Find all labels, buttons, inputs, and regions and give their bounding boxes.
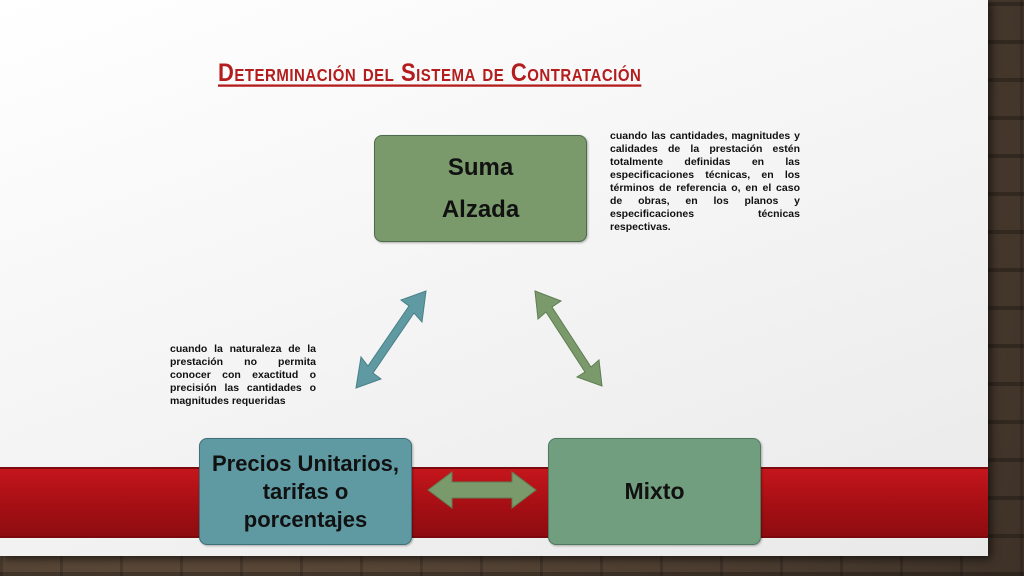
suma-alzada-note: cuando las cantidades, magnitudes y calidades de la prestación estén totalmente definidas en las especificaciones técnicas, en los términos de referencia o, en el caso de obras, en los planos y especificaciones técnicas respectivas.: [610, 130, 800, 233]
alzada-label: Alzada: [441, 195, 520, 223]
suma-label: Suma: [447, 153, 514, 181]
left-double-arrow: [356, 291, 426, 388]
bottom-double-arrow: [428, 472, 536, 508]
mixto-label: Mixto: [624, 478, 685, 504]
precios-line-2: tarifas o: [262, 478, 349, 504]
right-double-arrow: [535, 291, 602, 386]
precios-unitarios-note: cuando la naturaleza de la prestación no permita conocer con exactitud o precisión las cantidades o magnitudes requeridas: [170, 343, 316, 407]
precios-line-3: porcentajes: [243, 506, 368, 532]
precios-line-1: Precios Unitarios,: [211, 450, 400, 476]
slide-title: Determinación del Sistema de Contratación: [218, 58, 642, 87]
